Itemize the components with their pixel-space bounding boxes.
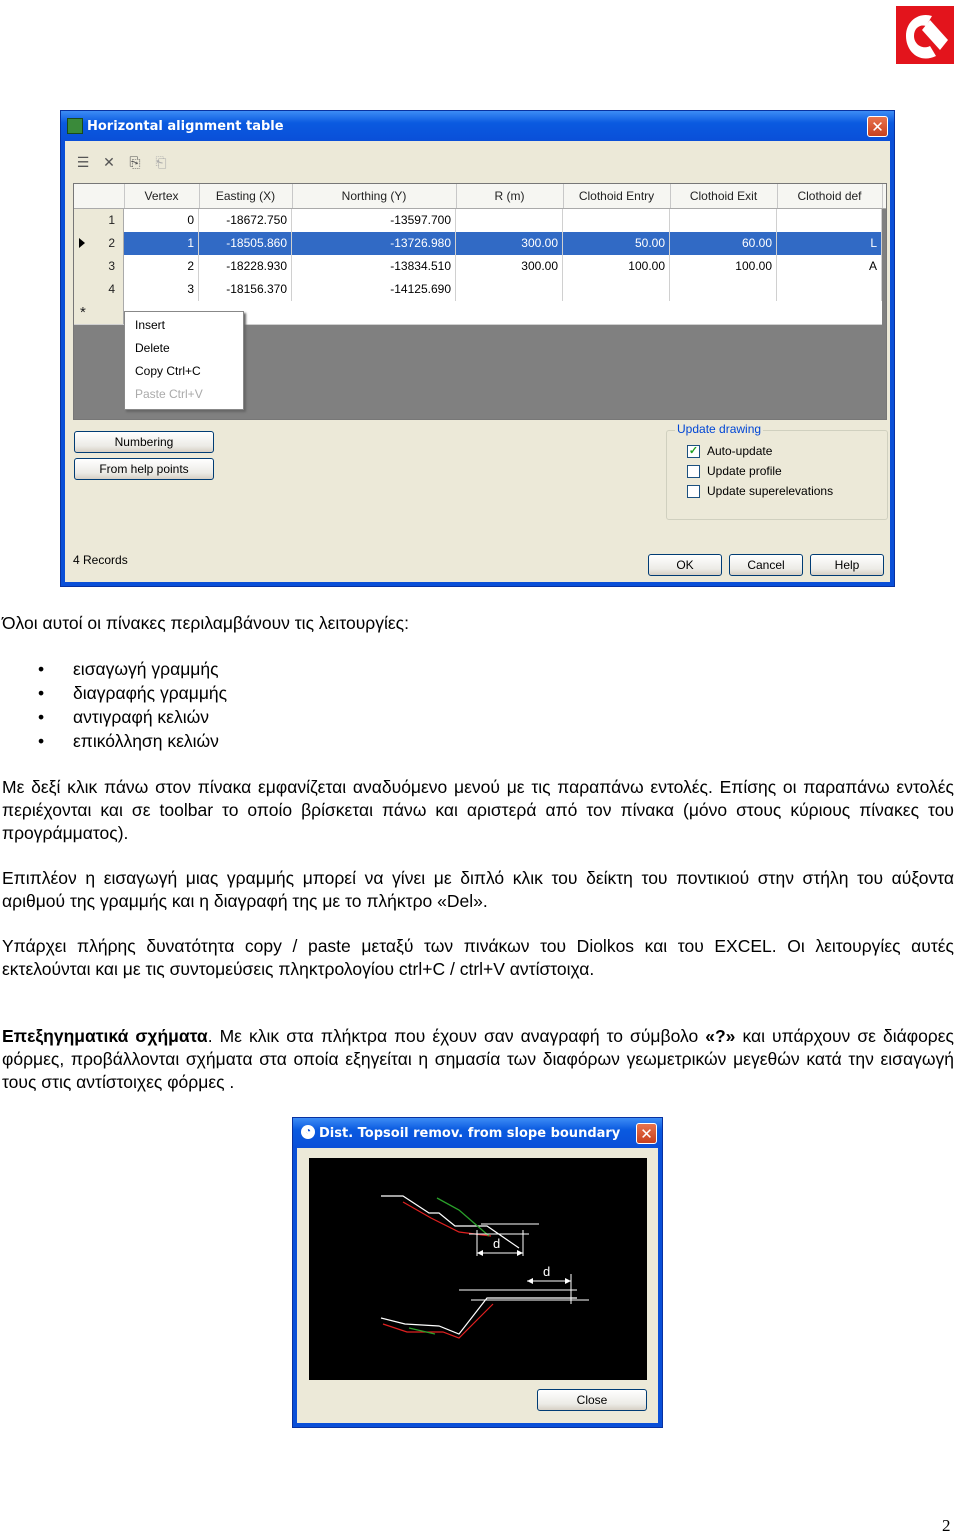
context-menu: [124, 311, 244, 410]
insert-row-icon[interactable]: ☰: [76, 155, 90, 171]
bullet-icon: •: [38, 707, 45, 727]
update-superelevations-checkbox[interactable]: [687, 485, 700, 498]
row-header-corner: [74, 184, 125, 208]
col-clothoid-exit[interactable]: Clothoid Exit: [670, 184, 778, 208]
intro-text: Όλοι αυτοί οι πίνακες περιλαμβάνουν τις λειτουργίες:: [2, 613, 409, 633]
close-icon[interactable]: ✕: [636, 1123, 657, 1144]
paste-icon: ⎗: [155, 155, 167, 171]
cell-r[interactable]: 300.00: [456, 232, 563, 255]
cell-vertex[interactable]: 3: [124, 278, 199, 301]
bullet-icon: •: [38, 683, 45, 703]
dimension-label-lower: d: [543, 1264, 551, 1279]
close-icon[interactable]: ✕: [867, 116, 888, 137]
table-row[interactable]: [74, 209, 882, 233]
bullet-icon: •: [38, 659, 45, 679]
dimension-label-upper: d: [493, 1236, 501, 1251]
cell-northing[interactable]: -14125.690: [292, 278, 456, 301]
help-points-button[interactable]: From help points: [74, 458, 214, 480]
app-icon: ◔: [301, 1125, 315, 1139]
cell-def[interactable]: [777, 278, 882, 301]
paragraph-1: Με δεξί κλικ πάνω στον πίνακα εμφανίζεται αναδυόμενο μενού με τις παραπάνω εντολές. Επίσης οι παραπάνω εντολές περιέχονται και σε toolbar το οποίο βρίσκεται πάνω και αριστερά από τον πίνακα (μόνο στους κύριους πίνακες του προγράμματος).: [2, 777, 954, 843]
paragraph-2: Επιπλέον η εισαγωγή μιας γραμμής μπορεί να γίνει με διπλό κλικ του δείκτη του ποντικιού στην στήλη του αύξοντα αριθμού της γραμμής και η διαγραφή της με το πλήκτρο «Del».: [2, 868, 954, 911]
close-button[interactable]: Close: [537, 1389, 647, 1411]
update-drawing-group: [666, 422, 888, 520]
update-profile-label: Update profile: [707, 464, 782, 478]
company-logo: [896, 6, 954, 64]
paragraph-4-b: και υπάρχουν σε διάφορες φόρμες, προβάλλονται σχήματα στα οποία εξηγείται η σημασία των διαφόρων γεωμετρικών μεγεθών κατά την εισαγωγή τους στις αντίστοιχες φόρμες .: [2, 1026, 954, 1092]
horizontal-alignment-window: [60, 110, 895, 587]
paragraph-3: Υπάρχει πλήρης δυνατότητα copy / paste μεταξύ των πινάκων του Diolkos και του EXCEL. Οι λειτουργίες αυτές εκτελούνται και με τις συντομεύσεις πληκτρολογίου ctrl+C / ctrl+V αντίστοιχα.: [2, 936, 954, 979]
table-row[interactable]: [74, 278, 882, 302]
records-status: 4 Records: [73, 553, 128, 567]
cell-vertex[interactable]: 0: [124, 209, 199, 232]
alignment-grid[interactable]: [73, 183, 887, 420]
cancel-button[interactable]: Cancel: [729, 554, 803, 576]
row-number[interactable]: 2: [74, 232, 124, 255]
cell-exit[interactable]: [670, 209, 777, 232]
new-row-marker: *: [74, 301, 124, 324]
update-superelevations-label: Update superelevations: [707, 484, 834, 498]
paragraph-4: [2, 1025, 954, 1094]
menu-delete[interactable]: Delete: [135, 341, 170, 355]
cell-exit[interactable]: [670, 278, 777, 301]
paragraph-4-heading: Επεξηγηματικά σχήματα: [2, 1026, 208, 1046]
menu-copy[interactable]: Copy Ctrl+C: [135, 364, 201, 378]
col-easting[interactable]: Easting (X): [199, 184, 293, 208]
window2-client: [297, 1148, 658, 1423]
col-vertex[interactable]: Vertex: [124, 184, 200, 208]
current-row-arrow-icon: [79, 238, 85, 248]
copy-icon[interactable]: ⎘: [129, 155, 141, 171]
window-client: [65, 141, 890, 582]
cell-easting[interactable]: -18672.750: [199, 209, 292, 232]
update-profile-checkbox[interactable]: [687, 465, 700, 478]
window2-title: Dist. Topsoil remov. from slope boundary: [319, 1126, 621, 1141]
menu-paste: Paste Ctrl+V: [135, 387, 203, 401]
cell-easting[interactable]: -18505.860: [199, 232, 292, 255]
row-number[interactable]: 3: [74, 255, 124, 278]
cell-vertex[interactable]: 1: [124, 232, 199, 255]
diagram-canvas: [309, 1158, 647, 1380]
cell-northing[interactable]: -13834.510: [292, 255, 456, 278]
row-number[interactable]: 4: [74, 278, 124, 301]
col-clothoid-entry[interactable]: Clothoid Entry: [563, 184, 671, 208]
topsoil-diagram-window: [292, 1117, 663, 1428]
cell-easting[interactable]: -18156.370: [199, 278, 292, 301]
page-number: 2: [942, 1516, 951, 1535]
help-button[interactable]: Help: [810, 554, 884, 576]
cell-def[interactable]: L: [777, 232, 882, 255]
window-title: Horizontal alignment table: [87, 119, 284, 134]
cell-entry[interactable]: 100.00: [563, 255, 670, 278]
question-symbol: «?»: [705, 1026, 736, 1046]
menu-insert[interactable]: Insert: [135, 318, 166, 332]
paragraph-4-a: . Με κλικ στα πλήκτρα που έχουν σαν αναγραφή το σύμβολο: [207, 1026, 706, 1046]
list-item-text: αντιγραφή κελιών: [73, 707, 210, 727]
cell-vertex[interactable]: 2: [124, 255, 199, 278]
cell-northing[interactable]: -13597.700: [292, 209, 456, 232]
bullet-icon: •: [38, 731, 45, 751]
cell-easting[interactable]: -18228.930: [199, 255, 292, 278]
col-r[interactable]: R (m): [456, 184, 564, 208]
table-row[interactable]: [74, 255, 882, 279]
col-clothoid-def[interactable]: Clothoid def: [777, 184, 883, 208]
cell-r[interactable]: 300.00: [456, 255, 563, 278]
list-item-text: επικόλληση κελιών: [73, 731, 219, 751]
cell-entry[interactable]: [563, 209, 670, 232]
table-row[interactable]: [74, 232, 882, 256]
grid-header: [74, 184, 886, 209]
window2-titlebar: [293, 1118, 662, 1148]
group-label: Update drawing: [677, 422, 762, 436]
cell-exit[interactable]: 100.00: [670, 255, 777, 278]
cell-northing[interactable]: -13726.980: [292, 232, 456, 255]
cell-entry[interactable]: [563, 278, 670, 301]
cell-entry[interactable]: 50.00: [563, 232, 670, 255]
ok-button[interactable]: OK: [648, 554, 722, 576]
list-item-text: διαγραφής γραμμής: [73, 683, 228, 703]
col-northing[interactable]: Northing (Y): [292, 184, 457, 208]
list-item-text: εισαγωγή γραμμής: [73, 659, 219, 679]
cell-def[interactable]: A: [777, 255, 882, 278]
cell-exit[interactable]: 60.00: [670, 232, 777, 255]
cell-r[interactable]: [456, 209, 563, 232]
window-titlebar: [61, 111, 894, 141]
auto-update-label: Auto-update: [707, 444, 773, 458]
auto-update-checkbox[interactable]: ✓: [688, 445, 699, 457]
cell-r[interactable]: [456, 278, 563, 301]
cell-def[interactable]: [777, 209, 882, 232]
row-number[interactable]: 1: [74, 209, 124, 232]
numbering-button[interactable]: Numbering: [74, 431, 214, 453]
delete-icon[interactable]: ✕: [103, 155, 115, 171]
app-icon: [67, 118, 83, 134]
